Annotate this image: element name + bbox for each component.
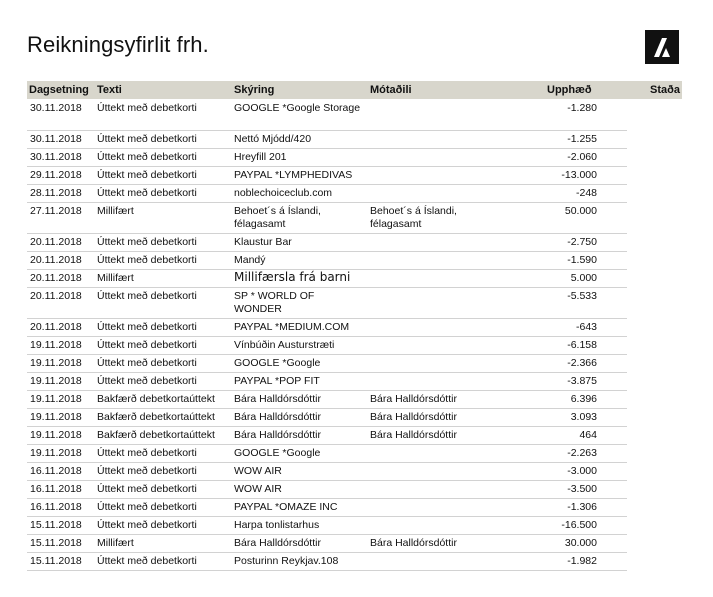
row-amount: -2.060: [567, 151, 597, 163]
row-description: Bára Halldórsdóttir: [234, 411, 321, 423]
table-row: [27, 535, 627, 553]
table-row: [27, 427, 627, 445]
row-amount: -2.263: [567, 447, 597, 459]
row-amount: -1.306: [567, 501, 597, 513]
row-amount: -16.500: [561, 519, 597, 531]
row-amount: 3.093: [570, 411, 597, 423]
row-text: Úttekt með debetkorti: [97, 151, 197, 163]
table-row: [27, 319, 627, 337]
row-text: Bakfærð debetkortaúttekt: [97, 429, 215, 441]
table-row: [27, 445, 627, 463]
table-row: [27, 270, 627, 288]
row-text: Millifært: [97, 537, 134, 549]
table-row: [27, 167, 627, 185]
header-balance: Staða: [650, 84, 680, 96]
page-title: Reikningsyfirlit frh.: [27, 32, 209, 57]
row-text: Millifært: [97, 272, 134, 284]
row-description: Posturinn Reykjav.108: [234, 555, 339, 567]
row-counterparty: Bára Halldórsdóttir: [370, 411, 457, 423]
table-row: [27, 355, 627, 373]
table-row: [27, 553, 627, 571]
row-date: 29.11.2018: [30, 169, 82, 181]
row-amount: -3.000: [567, 465, 597, 477]
row-amount: -6.158: [567, 339, 597, 351]
row-amount: -1.280: [567, 102, 597, 114]
row-date: 20.11.2018: [30, 236, 82, 248]
row-date: 16.11.2018: [30, 465, 82, 477]
row-date: 30.11.2018: [30, 151, 82, 163]
row-text: Úttekt með debetkorti: [97, 339, 197, 351]
table-row: [27, 463, 627, 481]
row-text: Úttekt með debetkorti: [97, 357, 197, 369]
table-row: [27, 481, 627, 499]
row-date: 27.11.2018: [30, 205, 82, 217]
row-counterparty: Bára Halldórsdóttir: [370, 393, 457, 405]
row-amount: -2.366: [567, 357, 597, 369]
row-amount: -13.000: [561, 169, 597, 181]
row-text: Úttekt með debetkorti: [97, 321, 197, 333]
row-date: 16.11.2018: [30, 483, 82, 495]
row-text: Millifært: [97, 205, 134, 217]
row-description: PAYPAL *OMAZE INC: [234, 501, 338, 513]
row-description: noblechoiceclub.com: [234, 187, 333, 199]
row-date: 20.11.2018: [30, 254, 82, 266]
row-date: 30.11.2018: [30, 102, 82, 114]
row-description: PAYPAL *MEDIUM.COM: [234, 321, 350, 333]
row-date: 20.11.2018: [30, 272, 82, 284]
row-amount: -1.590: [567, 254, 597, 266]
row-date: 19.11.2018: [30, 357, 82, 369]
row-date: 19.11.2018: [30, 447, 82, 459]
row-date: 20.11.2018: [30, 290, 82, 302]
table-row: [27, 499, 627, 517]
row-date: 19.11.2018: [30, 411, 82, 423]
header-description: Skýring: [234, 84, 275, 96]
row-text: Úttekt með debetkorti: [97, 236, 197, 248]
row-description: Millifærsla frá barni: [234, 270, 351, 284]
row-description: GOOGLE *Google: [234, 357, 321, 369]
row-text: Úttekt með debetkorti: [97, 254, 197, 266]
row-date: 19.11.2018: [30, 339, 82, 351]
row-description: PAYPAL *LYMPHEDIVAS: [234, 169, 353, 181]
table-row: [27, 203, 627, 234]
table-row: [27, 131, 627, 149]
header-text: Texti: [97, 84, 122, 96]
row-amount: 30.000: [564, 537, 597, 549]
row-date: 30.11.2018: [30, 133, 82, 145]
table-row: [27, 149, 627, 167]
row-text: Úttekt með debetkorti: [97, 501, 197, 513]
row-description: Behoet´s á Íslandi, félagasamt: [234, 205, 321, 230]
row-description: Nettó Mjódd/420: [234, 133, 312, 145]
table-row: [27, 337, 627, 355]
row-amount: -248: [575, 187, 597, 199]
row-amount: 464: [579, 429, 597, 441]
row-description: Klaustur Bar: [234, 236, 292, 248]
row-counterparty: Bára Halldórsdóttir: [370, 429, 457, 441]
row-text: Úttekt með debetkorti: [97, 483, 197, 495]
row-date: 15.11.2018: [30, 519, 82, 531]
header-counterparty: Mótaðili: [370, 84, 412, 96]
table-row: [27, 409, 627, 427]
table-row: [27, 252, 627, 270]
row-description: PAYPAL *POP FIT: [234, 375, 320, 387]
row-text: Bakfærð debetkortaúttekt: [97, 411, 215, 423]
row-text: Úttekt með debetkorti: [97, 375, 197, 387]
row-counterparty: Bára Halldórsdóttir: [370, 537, 457, 549]
row-text: Bakfærð debetkortaúttekt: [97, 393, 215, 405]
row-date: 16.11.2018: [30, 501, 82, 513]
row-text: Úttekt með debetkorti: [97, 102, 197, 114]
row-description: Mandý: [234, 254, 266, 266]
row-description: Bára Halldórsdóttir: [234, 537, 321, 549]
row-description: GOOGLE *Google Storage: [234, 102, 361, 114]
row-date: 19.11.2018: [30, 393, 82, 405]
row-text: Úttekt með debetkorti: [97, 447, 197, 459]
table-row: [27, 100, 627, 131]
row-amount: 5.000: [570, 272, 597, 284]
row-text: Úttekt með debetkorti: [97, 555, 197, 567]
row-description: Hreyfill 201: [234, 151, 287, 163]
row-amount: -3.500: [567, 483, 597, 495]
row-text: Úttekt með debetkorti: [97, 519, 197, 531]
bank-logo-icon: [645, 30, 679, 64]
row-counterparty: Behoet´s á Íslandi, félagasamt: [370, 205, 457, 230]
table-row: [27, 517, 627, 535]
row-text: Úttekt með debetkorti: [97, 290, 197, 302]
row-text: Úttekt með debetkorti: [97, 169, 197, 181]
row-amount: -1.255: [567, 133, 597, 145]
row-date: 28.11.2018: [30, 187, 82, 199]
bank-logo-mark: [645, 30, 679, 64]
row-date: 15.11.2018: [30, 537, 82, 549]
table-row: [27, 234, 627, 252]
row-amount: -3.875: [567, 375, 597, 387]
row-description: Bára Halldórsdóttir: [234, 429, 321, 441]
row-description: Vínbúðin Austurstræti: [234, 339, 335, 351]
row-description: SP * WORLD OF WONDER: [234, 290, 315, 315]
row-amount: -1.982: [567, 555, 597, 567]
transaction-table: [27, 100, 627, 571]
table-row: [27, 373, 627, 391]
row-amount: -643: [575, 321, 597, 333]
row-text: Úttekt með debetkorti: [97, 187, 197, 199]
row-date: 15.11.2018: [30, 555, 82, 567]
row-description: Bára Halldórsdóttir: [234, 393, 321, 405]
row-description: Harpa tonlistarhus: [234, 519, 320, 531]
row-description: GOOGLE *Google: [234, 447, 321, 459]
header-date: Dagsetning: [29, 84, 89, 96]
row-date: 20.11.2018: [30, 321, 82, 333]
row-description: WOW AIR: [234, 465, 282, 477]
row-text: Úttekt með debetkorti: [97, 133, 197, 145]
table-row: [27, 185, 627, 203]
row-amount: -5.533: [567, 290, 597, 302]
row-amount: -2.750: [567, 236, 597, 248]
table-row: [27, 288, 627, 319]
row-date: 19.11.2018: [30, 375, 82, 387]
row-amount: 50.000: [564, 205, 597, 217]
table-header: [27, 81, 682, 99]
row-amount: 6.396: [570, 393, 597, 405]
row-description: WOW AIR: [234, 483, 282, 495]
row-text: Úttekt með debetkorti: [97, 465, 197, 477]
table-row: [27, 391, 627, 409]
row-date: 19.11.2018: [30, 429, 82, 441]
header-amount: Upphæð: [547, 84, 592, 96]
